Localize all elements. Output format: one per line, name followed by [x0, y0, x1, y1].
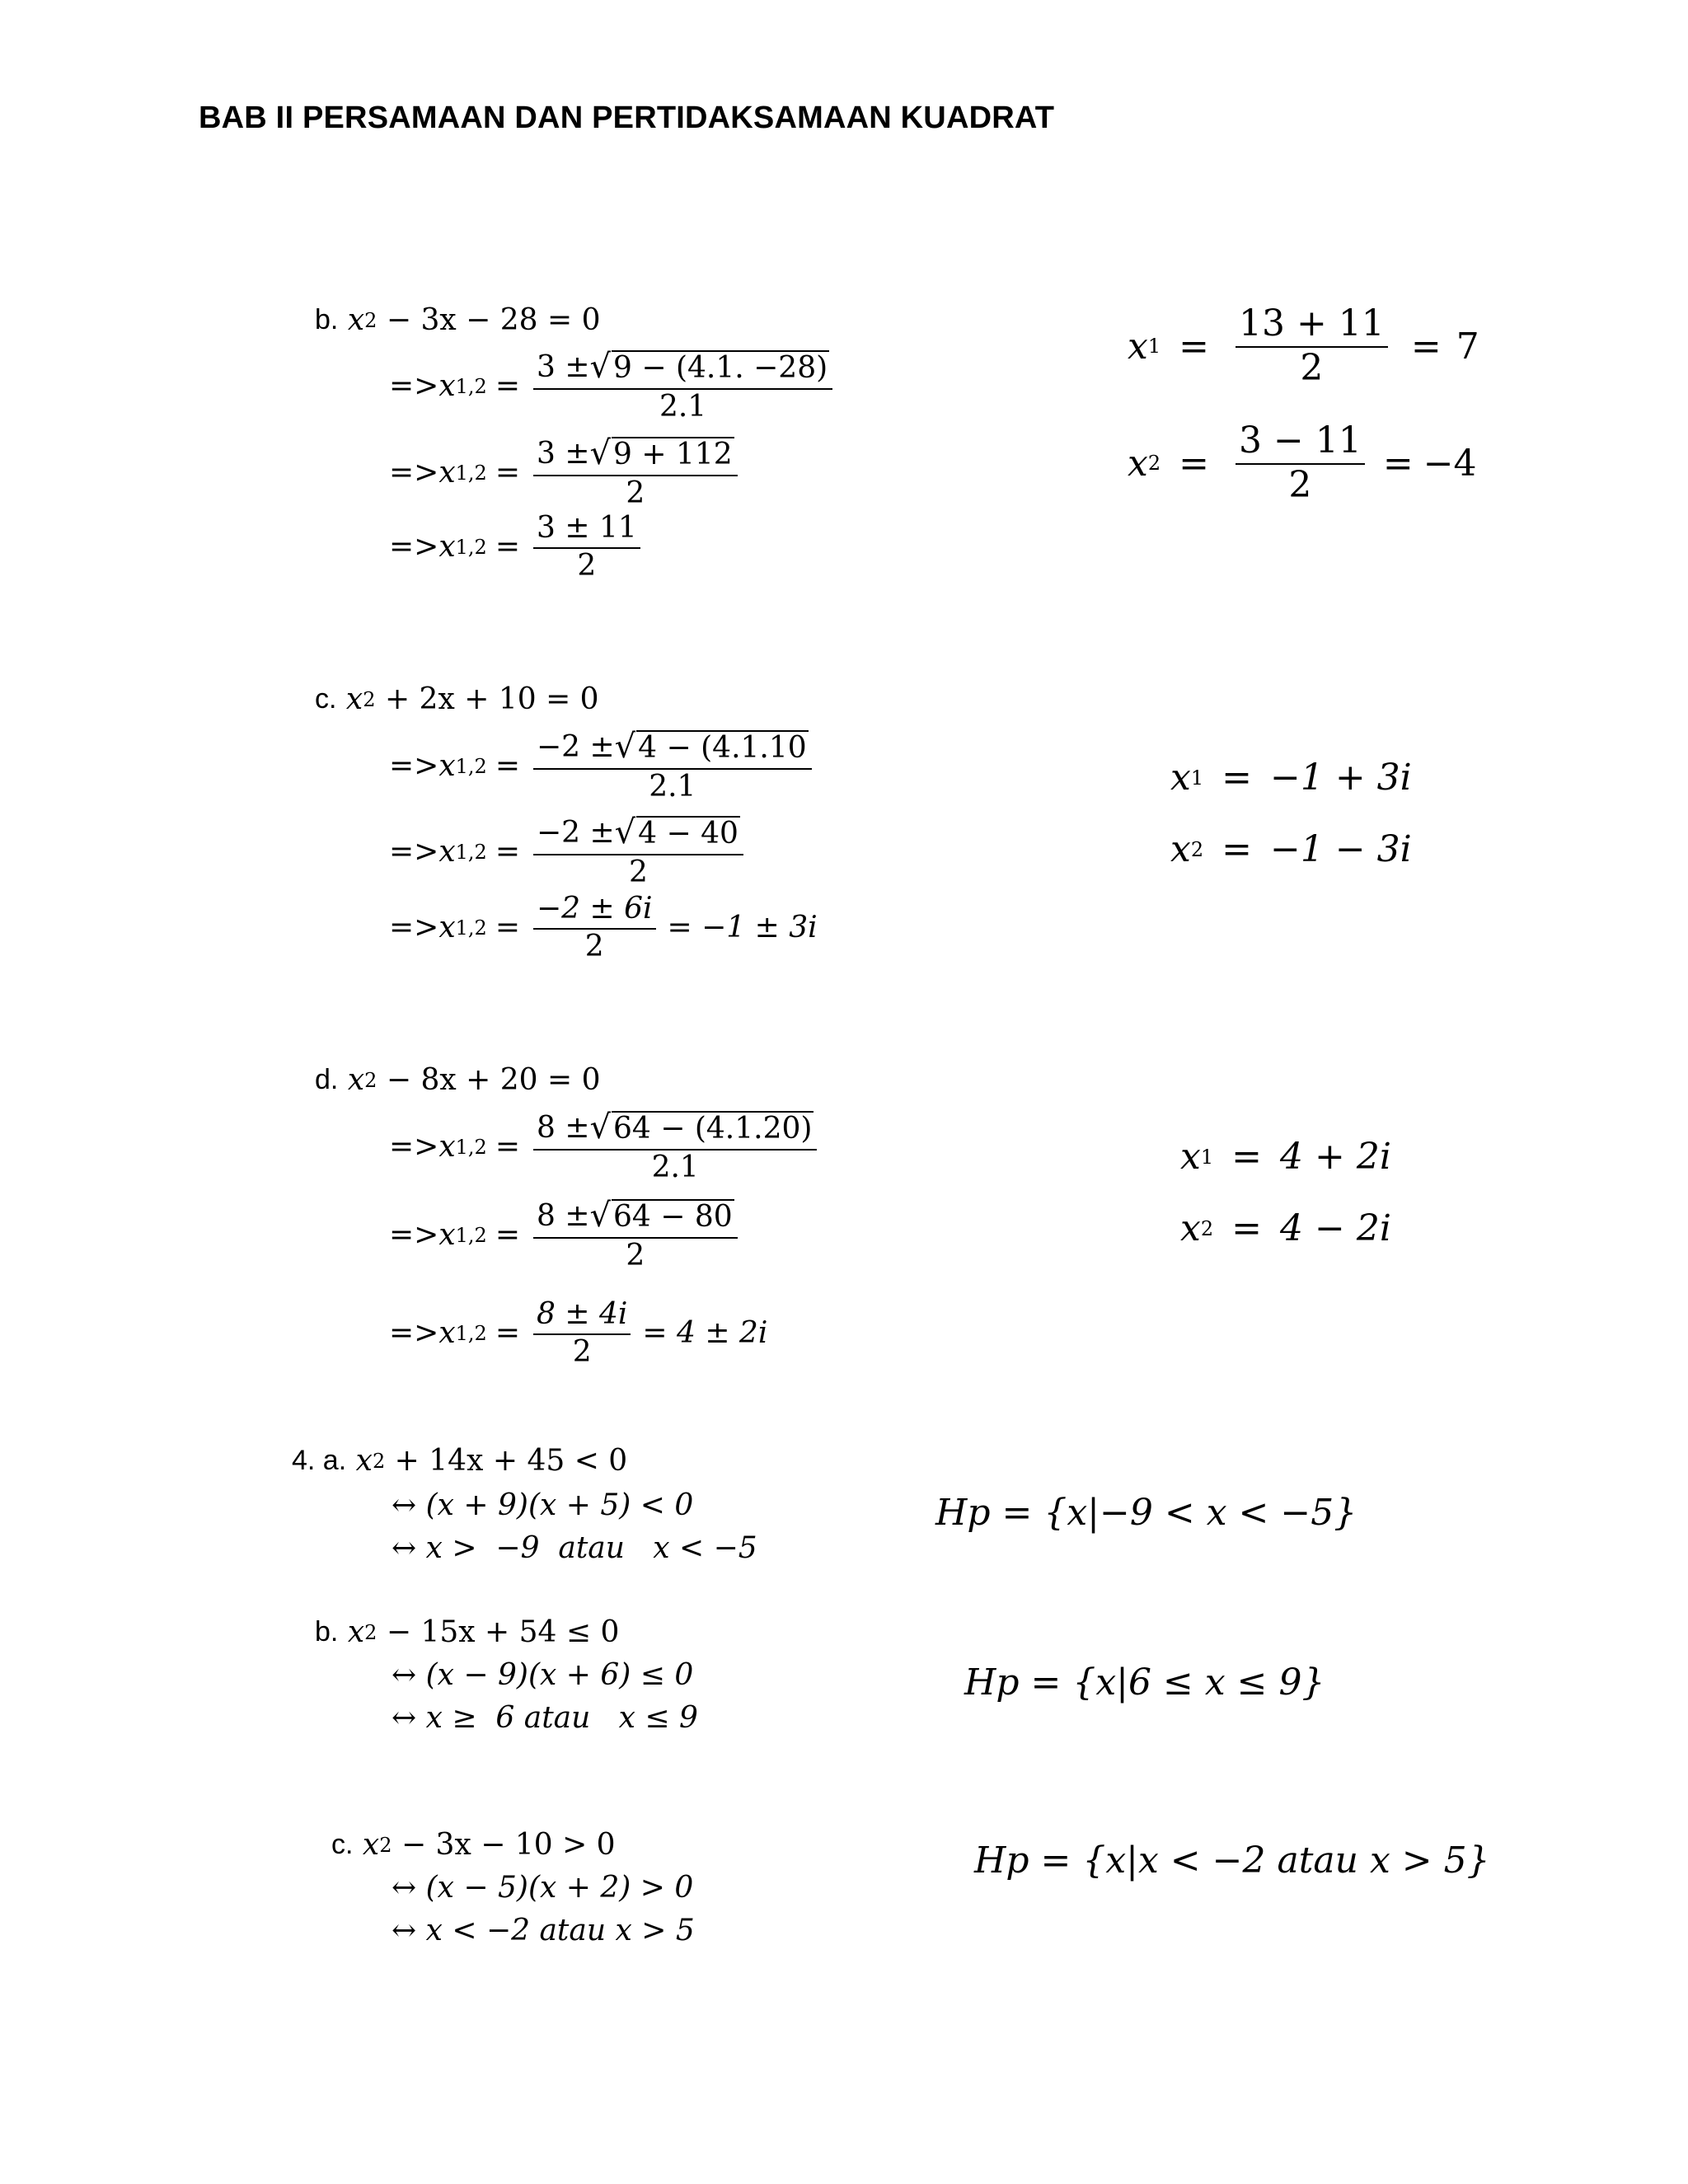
numerator: 13 + 11 [1238, 302, 1385, 344]
equals-sign: = [1231, 1207, 1262, 1249]
var-x: x [438, 456, 456, 490]
equals-sign: = [1410, 325, 1442, 368]
result: 7 [1456, 325, 1479, 368]
problem-4c-label: c. [331, 1829, 354, 1860]
problem-c-step-1: => x 1,2 = −2 ± √ 4 − (4.1.10 2.1 [389, 730, 817, 802]
problem-c-x1: x 1 = −1 + 3i [1170, 757, 1412, 799]
denominator: 2 [1300, 347, 1324, 390]
numerator: 3 ± 11 [536, 511, 637, 545]
problem-4c-equation: c. x 2 − 3x − 10 > 0 [331, 1828, 616, 1862]
fraction [533, 513, 640, 582]
radicand: 4 − 40 [638, 817, 738, 851]
equals-sign: = [495, 911, 520, 945]
equals-sign: = [1382, 442, 1414, 485]
problem-4a-line-1: ↔ (x + 9)(x + 5) < 0 [392, 1488, 694, 1522]
implies-arrow: => [389, 1218, 439, 1253]
numerator: 3 − 11 [1238, 419, 1362, 462]
problem-c-step-2: => x 1,2 = −2 ± √ 4 − 40 2 [389, 816, 748, 888]
implies-arrow: => [389, 835, 439, 869]
radicand: 4 − (4.1.10 [638, 731, 807, 765]
page-title: BAB II PERSAMAAN DAN PERTIDAKSAMAAN KUADRAT [199, 101, 1055, 135]
denominator: 2.1 [649, 769, 696, 804]
numerator-part: −2 ± [536, 729, 615, 764]
denominator: 2.1 [659, 389, 707, 424]
equation-rest: + 14x + 45 < 0 [394, 1444, 628, 1478]
var-x: x [438, 1218, 456, 1253]
equals-sign: = [495, 456, 520, 490]
radicand: 64 − (4.1.20) [613, 1112, 813, 1146]
problem-d-step-1: => x 1,2 = 8 ± √ 64 − (4.1.20) 2.1 [389, 1111, 822, 1183]
implies-arrow: => [389, 456, 439, 490]
problem-b-step-1: => x 1,2 = 3 ± √ 9 − (4.1. −28) 2.1 [389, 350, 837, 422]
var-x: x [438, 835, 456, 869]
problem-4b-line-1: ↔ (x − 9)(x + 6) ≤ 0 [392, 1658, 694, 1692]
var-x: x [438, 530, 456, 565]
equation-rest: − 3x − 10 > 0 [401, 1828, 616, 1862]
var-x: x [438, 1130, 456, 1165]
var-x: x [1128, 325, 1148, 368]
problem-d-step-2: => x 1,2 = 8 ± √ 64 − 80 2 [389, 1199, 743, 1271]
equals-sign: = [1221, 757, 1252, 799]
problem-b-x2: x 2 = $\frac{3 - 11}{2}$ = −4 [1128, 419, 1477, 507]
fraction [1236, 302, 1388, 390]
implies-arrow: => [389, 911, 439, 945]
var-x: x [355, 1444, 373, 1478]
result: 4 + 2i [1279, 1136, 1391, 1178]
numerator-part: 3 ± [536, 349, 590, 384]
problem-c-step-3: => x 1,2 = $\frac{-2 \pm 6i}{2}$ = −1 ± 3i [389, 892, 818, 963]
equals-sign: = [495, 835, 520, 869]
var-x: x [1180, 1207, 1201, 1249]
problem-b-step-2: => x 1,2 = 3 ± √ 9 + 112 2 [389, 437, 743, 509]
fraction: 8 ± √ 64 − 80 2 [533, 1199, 738, 1271]
equals-sign: = [1231, 1136, 1262, 1178]
denominator: 2 [626, 1238, 645, 1272]
problem-4b-solution-set: Hp = {x|6 ≤ x ≤ 9} [964, 1661, 1325, 1704]
implies-arrow: => [389, 1316, 439, 1351]
var-x: x [438, 369, 456, 404]
equals-sign: = [1179, 442, 1209, 485]
problem-d-x1: x 1 = 4 + 2i [1180, 1136, 1391, 1178]
fraction: 8 ± √ 64 − (4.1.20) 2.1 [533, 1111, 817, 1183]
var-x: x [1170, 757, 1191, 799]
equals-sign: = [495, 749, 520, 784]
implies-arrow: => [389, 749, 439, 784]
denominator: 2.1 [651, 1150, 699, 1184]
problem-d-equation: d. x 2 − 8x + 20 = 0 [315, 1063, 601, 1097]
implies-arrow: => [389, 369, 439, 404]
problem-4a-solution-set: Hp = {x|−9 < x < −5} [935, 1492, 1357, 1534]
denominator: 2 [584, 929, 604, 963]
problem-4b-equation: b. x 2 − 15x + 54 ≤ 0 [315, 1615, 620, 1649]
fraction [533, 893, 656, 963]
equals-sign: = [1179, 325, 1209, 368]
problem-b-label: b. [315, 304, 339, 335]
numerator-part: 8 ± [536, 1198, 590, 1233]
var-x: x [347, 303, 365, 337]
denominator: 2 [1288, 464, 1312, 507]
var-x: x [362, 1828, 380, 1862]
var-x: x [345, 682, 363, 716]
equals-sign: = [495, 1130, 520, 1165]
problem-4b-line-2: ↔ x ≥ 6 atau x ≤ 9 [392, 1701, 698, 1735]
problem-b-x1: x 1 = $\frac{13 + 11}{2}$ = 7 [1128, 302, 1479, 390]
problem-c-equation: c. x 2 + 2x + 10 = 0 [315, 682, 599, 716]
var-x: x [1170, 828, 1191, 870]
problem-d-label: d. [315, 1064, 339, 1095]
fraction: 3 ± √ 9 − (4.1. −28) 2.1 [533, 350, 832, 422]
simplified-result: = −1 ± 3i [667, 911, 818, 945]
equation-rest: − 8x + 20 = 0 [386, 1063, 601, 1097]
implies-arrow: => [389, 1130, 439, 1165]
equation-rest: + 2x + 10 = 0 [384, 682, 599, 716]
var-x: x [438, 1316, 456, 1351]
numerator-part: −2 ± [536, 815, 615, 850]
equals-sign: = [495, 1218, 520, 1253]
denominator: 2 [629, 855, 648, 889]
numerator-part: 3 ± [536, 436, 590, 471]
result: −1 + 3i [1269, 757, 1412, 799]
problem-4b-label: b. [315, 1616, 339, 1647]
implies-arrow: => [389, 530, 439, 565]
problem-d-step-3: => x 1,2 = $\frac{8 \pm 4i}{2}$ = 4 ± 2i [389, 1297, 768, 1369]
problem-c-x2: x 2 = −1 − 3i [1170, 828, 1412, 870]
problem-4a-line-2: ↔ x > −9 atau x < −5 [392, 1531, 757, 1565]
denominator: 2 [626, 476, 645, 510]
problem-4c-line-1: ↔ (x − 5)(x + 2) > 0 [392, 1871, 694, 1905]
problem-d-x2: x 2 = 4 − 2i [1180, 1207, 1391, 1249]
var-x: x [1180, 1136, 1201, 1178]
equals-sign: = [1221, 828, 1252, 870]
problem-4a-label: 4. a. [292, 1445, 347, 1476]
radicand: 64 − 80 [613, 1200, 733, 1234]
fraction: −2 ± √ 4 − 40 2 [533, 816, 743, 888]
var-x: x [347, 1615, 365, 1649]
var-x: x [438, 911, 456, 945]
result: −1 − 3i [1269, 828, 1412, 870]
var-x: x [438, 749, 456, 784]
problem-c-label: c. [315, 683, 337, 715]
var-x: x [347, 1063, 365, 1097]
radicand: 9 − (4.1. −28) [613, 351, 828, 385]
equation-rest: − 15x + 54 ≤ 0 [386, 1615, 620, 1649]
numerator: −2 ± 6i [536, 892, 653, 926]
problem-b-equation: b. x 2 − 3x − 28 = 0 [315, 303, 601, 337]
denominator: 2 [577, 548, 597, 583]
fraction [1236, 419, 1365, 507]
equals-sign: = [495, 369, 520, 404]
fraction [533, 1299, 631, 1368]
problem-4a-equation: 4. a. x 2 + 14x + 45 < 0 [292, 1444, 628, 1478]
fraction: −2 ± √ 4 − (4.1.10 2.1 [533, 730, 812, 802]
equals-sign: = [495, 530, 520, 565]
radicand: 9 + 112 [613, 438, 733, 471]
equals-sign: = [495, 1316, 520, 1351]
simplified-result: = 4 ± 2i [642, 1316, 768, 1351]
problem-b-step-3: => x 1,2 = $\frac{3 \pm 11}{2}$ [389, 513, 645, 582]
problem-4c-solution-set: Hp = {x|x < −2 atau x > 5} [974, 1840, 1490, 1882]
result: 4 − 2i [1279, 1207, 1391, 1249]
numerator-part: 8 ± [536, 1110, 590, 1145]
numerator: 8 ± 4i [536, 1297, 628, 1331]
problem-4c-line-2: ↔ x < −2 atau x > 5 [392, 1914, 695, 1947]
denominator: 2 [572, 1334, 592, 1369]
result: −4 [1423, 442, 1477, 485]
var-x: x [1128, 442, 1148, 485]
equation-rest: − 3x − 28 = 0 [386, 303, 601, 337]
fraction: 3 ± √ 9 + 112 2 [533, 437, 738, 509]
